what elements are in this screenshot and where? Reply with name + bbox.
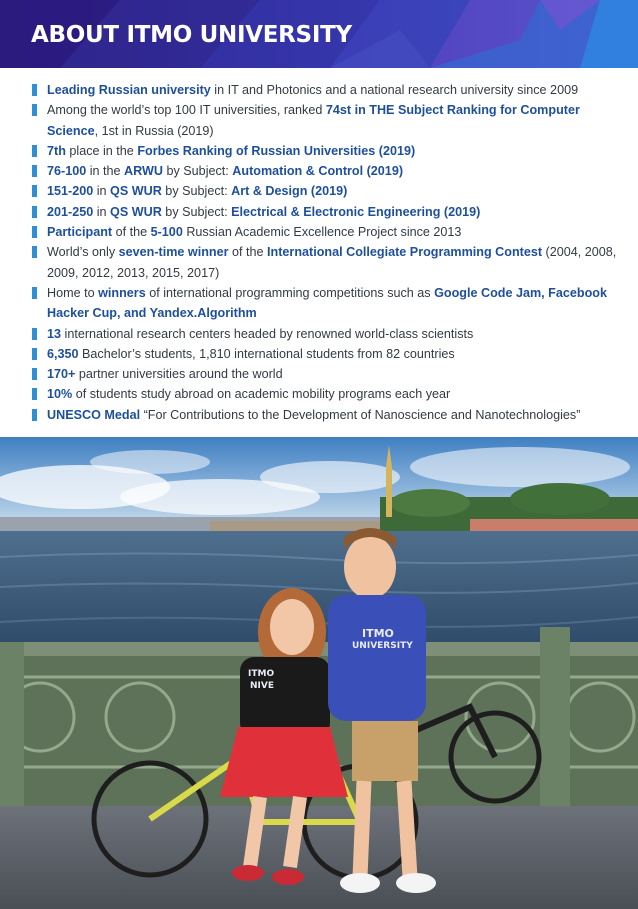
girl-shirt-logo-bottom: NIVE — [250, 681, 274, 691]
fact-arwu-ranking: 76-100 in the ARWU by Subject: Automation & Control (2019) — [31, 161, 621, 181]
fact-leading-university: Leading Russian university in IT and Photonics and a national research university since 2009 — [31, 80, 621, 100]
fact-students: 6,350 Bachelor’s students, 1,810 international students from 82 countries — [31, 344, 621, 364]
fact-icpc-winner: World’s only seven-time winner of the International Collegiate Programming Contest (2004, 2008, 2009, 2012, 2013, 2015, 2017) — [31, 242, 621, 283]
campus-photo — [0, 437, 638, 909]
guy-shirt-logo-top: ITMO — [362, 627, 394, 640]
fact-qs-art-design: 151-200 in QS WUR by Subject: Art & Design (2019) — [31, 181, 621, 201]
title-banner — [0, 0, 638, 68]
fact-research-centers: 13 international research centers headed by renowned world-class scientists — [31, 324, 621, 344]
fact-partner-universities: 170+ partner universities around the world — [31, 364, 621, 384]
page-title: ABOUT ITMO UNIVERSITY — [31, 22, 352, 48]
fact-forbes-ranking: 7th place in the Forbes Ranking of Russian Universities (2019) — [31, 141, 621, 161]
fact-top-100-it: Among the world’s top 100 IT universities, ranked 74st in THE Subject Ranking for Computer Science, 1st in Russia (2019) — [31, 100, 621, 141]
fact-programming-winners: Home to winners of international programming competitions such as Google Code Jam, Facebook Hacker Cup, and Yandex.Algorithm — [31, 283, 621, 324]
facts-list — [31, 80, 621, 425]
guy-shirt-logo-bottom: UNIVERSITY — [352, 641, 413, 651]
girl-shirt-logo-top: ITMO — [248, 669, 275, 679]
fact-qs-electrical: 201-250 in QS WUR by Subject: Electrical & Electronic Engineering (2019) — [31, 202, 621, 222]
fact-5-100-project: Participant of the 5-100 Russian Academic Excellence Project since 2013 — [31, 222, 621, 242]
fact-unesco-medal: UNESCO Medal “For Contributions to the Development of Nanoscience and Nanotechnologies” — [31, 405, 621, 425]
fact-study-abroad: 10% of students study abroad on academic mobility programs each year — [31, 384, 621, 404]
photo-scene — [0, 437, 638, 909]
